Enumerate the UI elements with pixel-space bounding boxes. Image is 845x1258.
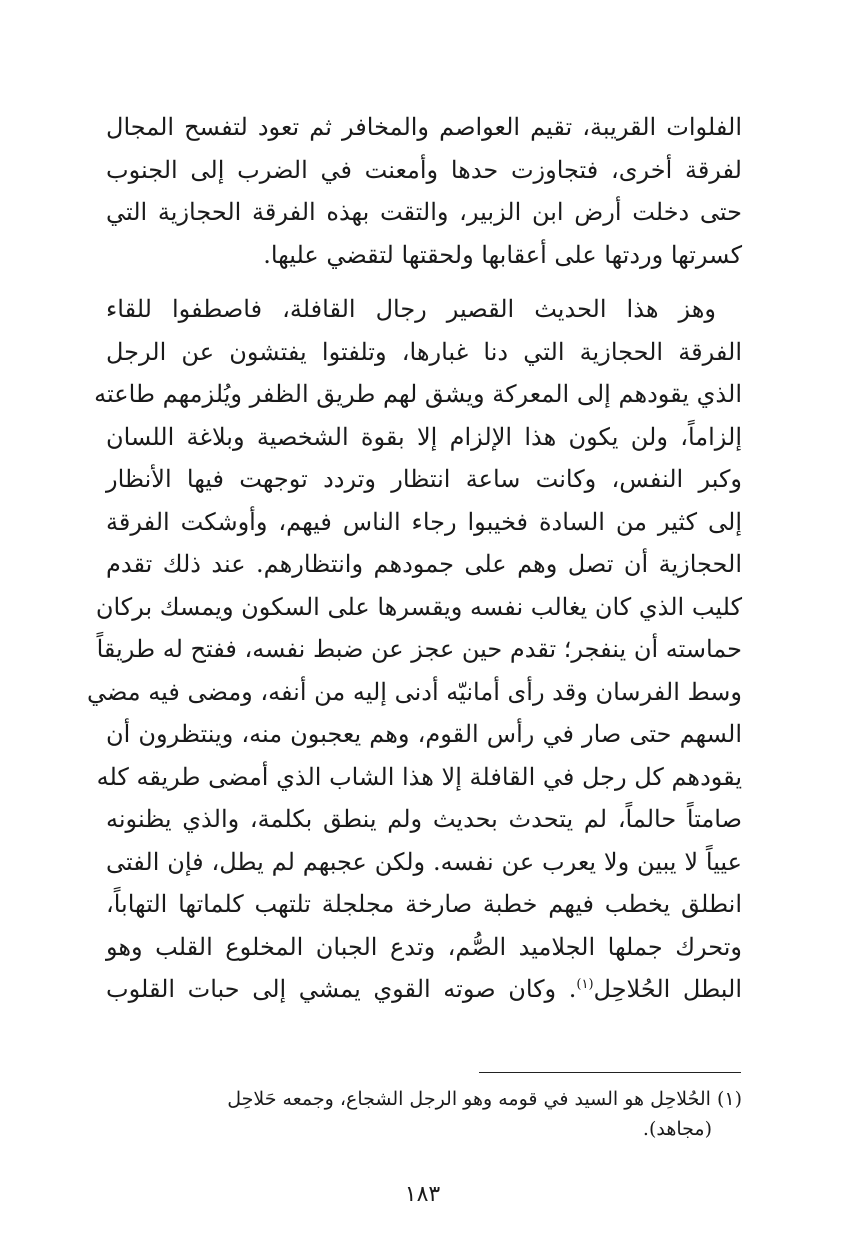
text-line: لفرقة أخرى، فتجاوزت حدها وأمعنت في الضرب إلى الجنوب: [106, 155, 742, 184]
text-line: حماسته أن ينفجر؛ تقدم حين عجز عن ضبط نفسه، ففتح له طريقاً: [96, 635, 742, 663]
text-line: وتحرك جملها الجلاميد الصُّم، وتدع الجبان المخلوع القلب وهو: [106, 932, 742, 961]
footnote-divider: [479, 1072, 741, 1073]
text-line: الذي يقودهم إلى المعركة ويشق لهم طريق الظفر ويُلزمهم طاعته: [94, 380, 742, 408]
text-line: الفرقة الحجازية التي دنا غبارها، وتلفتوا يفتشون عن الرجل: [106, 337, 742, 366]
text-line-end: . وكان صوته القوي يمشي إلى حبات القلوب: [106, 975, 577, 1003]
paragraph-2: [86, 288, 742, 1011]
footnote-text-continued: (مجاهد).: [642, 1118, 712, 1140]
page-number: ١٨٣: [404, 1182, 441, 1207]
text-line-start: البطل الحُلاحِل: [593, 975, 742, 1003]
footnote-text: (١) الحُلاحِل هو السيد في قومه وهو الرجل الشجاع، وجمعه حَلاحِل: [227, 1088, 742, 1110]
text-line: السهم حتى صار في رأس القوم، وهم يعجبون منه، وينتظرون أن: [106, 720, 742, 748]
text-line: يقودهم كل رجل في القافلة إلا هذا الشاب الذي أمضى طريقه كله: [96, 762, 742, 791]
text-line: عيياً لا يبين ولا يعرب عن نفسه. ولكن عجبهم لم يطل، فإن الفتى: [106, 847, 742, 876]
text-line: صامتاً حالماً، لم يتحدث بحديث ولم ينطق بكلمة، والذي يظنونه: [106, 805, 742, 833]
text-line: وكبر النفس، وكانت ساعة انتظار وتردد توجهت فيها الأنظار: [106, 465, 742, 493]
text-line: [106, 968, 742, 1011]
text-line: كسرتها وردتها على أعقابها ولحقتها لتقضي عليها.: [263, 240, 742, 269]
text-line: حتى دخلت أرض ابن الزبير، والتقت بهذه الفرقة الحجازية التي: [106, 198, 742, 226]
text-line: إلزاماً، ولن يكون هذا الإلزام إلا بقوة الشخصية وبلاغة اللسان: [106, 422, 742, 451]
text-line: كليب الذي كان يغالب نفسه ويقسرها على السكون ويمسك بركان: [95, 592, 742, 621]
text-line: الحجازية أن تصل وهم على جمودهم وانتظارهم. عند ذلك تقدم: [106, 550, 742, 578]
text-line: وهز هذا الحديث القصير رجال القافلة، فاصطفوا للقاء: [106, 295, 716, 323]
footnotes: [106, 1084, 742, 1144]
paragraph-1: [106, 106, 742, 276]
text-line: الفلوات القريبة، تقيم العواصم والمخافر ثم تعود لتفسح المجال: [106, 113, 742, 141]
text-line: إلى كثير من السادة فخيبوا رجاء الناس فيهم، وأوشكت الفرقة: [106, 507, 742, 536]
body-text: [86, 106, 742, 1011]
text-line: وسط الفرسان وقد رأى أمانيّه أدنى إليه من أنفه، ومضى فيه مضي: [86, 677, 742, 706]
footnote-reference[interactable]: (١): [576, 977, 594, 992]
text-line: انطلق يخطب فيهم خطبة صارخة مجلجلة تلتهب كلماتها التهاباً،: [106, 890, 742, 918]
